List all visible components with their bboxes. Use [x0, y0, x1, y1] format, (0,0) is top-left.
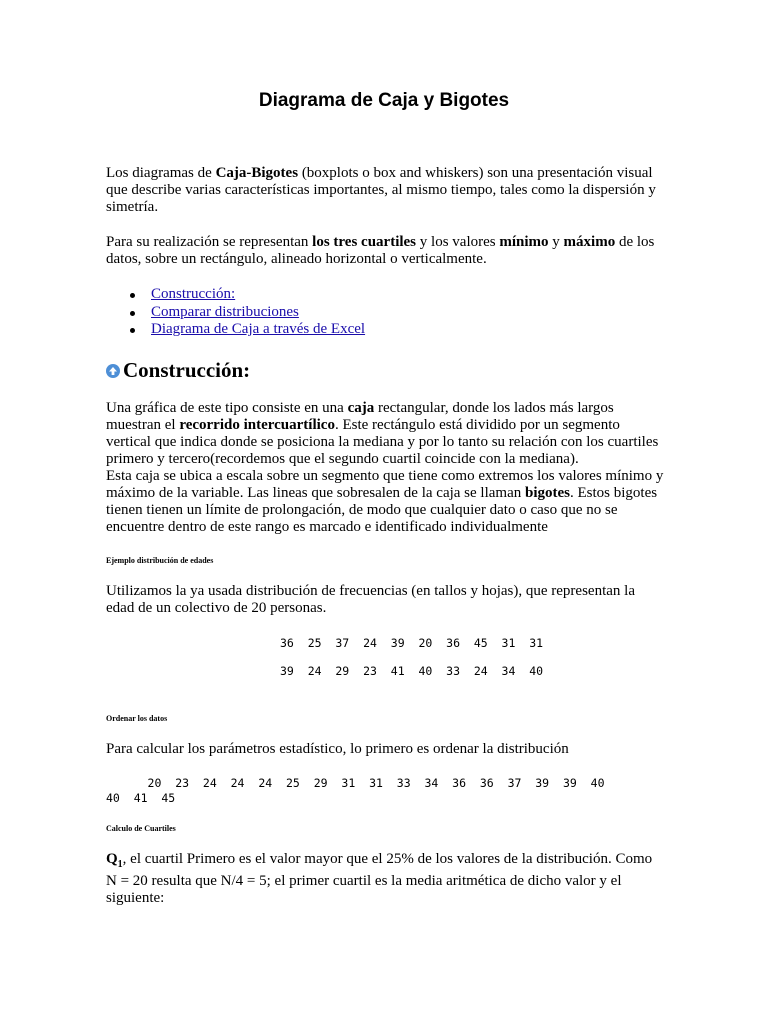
toc-link-construccion[interactable]: Construcción: [151, 286, 236, 302]
intro-text: (boxplots o box and whiskers) son una presentación visual que describe varias características importantes, al mismo tiempo, tales como la dispersión y simetría. [106, 165, 656, 215]
section-heading-construccion [106, 357, 250, 383]
bold-term: caja [347, 400, 375, 416]
subheading-ordenar: Ordenar los datos [106, 714, 168, 723]
body-text: . Este rectángulo está dividido por un segmento vertical que indica donde se posiciona la mediana y por lo tanto su relación con los cuartiles primero y tercero(recordemos que el segundo cuartil coincide con la mediana). [106, 417, 659, 467]
intro-text: Los diagramas de [106, 165, 216, 181]
page-title: Diagrama de Caja y Bigotes [258, 90, 510, 111]
intro-text: y los valores [416, 234, 500, 250]
q1-symbol: Q [106, 851, 118, 867]
subheading-cuartiles: Calculo de Cuartiles [106, 824, 176, 833]
q1-subscript: 1 [117, 859, 123, 870]
sorted-row-2: 40 41 45 [106, 791, 176, 805]
toc-item-excel [130, 321, 365, 339]
intro-text: Para su realización se representan [106, 234, 313, 250]
intro-bold-term: Caja-Bigotes [215, 165, 299, 181]
q1-paragraph [106, 851, 666, 907]
ordenar-paragraph: Para calcular los parámetros estadístico, lo primero es ordenar la distribución [106, 741, 569, 757]
toc-link-excel[interactable]: Diagrama de Caja a través de Excel [151, 321, 366, 337]
bold-term: recorrido intercuartílico [179, 417, 335, 433]
table-of-contents [130, 286, 365, 339]
toc-link-comparar[interactable]: Comparar distribuciones [151, 303, 299, 320]
construccion-paragraph [106, 400, 666, 536]
body-text: Una gráfica de este tipo consiste en una [106, 400, 348, 416]
data-row-1: 36 25 37 24 39 20 36 45 31 31 [280, 636, 544, 650]
q1-text: , el cuartil Primero es el valor mayor que el 25% de los valores de la distribución. Como N = 20 resulta que N/4 = 5; el primer cuartil es la media aritmética de dicho valor y el siguiente: [106, 851, 653, 906]
section-heading-text: Construcción: [123, 358, 251, 382]
bold-term: bigotes [525, 485, 570, 501]
arrow-up-icon[interactable] [106, 364, 120, 378]
intro-text: de los datos, sobre un rectángulo, alineado horizontal o verticalmente. [106, 234, 655, 267]
ejemplo-paragraph: Utilizamos la ya usada distribución de frecuencias (en tallos y hojas), que representan la edad de un colectivo de 20 personas. [106, 583, 635, 616]
intro-text: y [548, 234, 564, 250]
toc-item-comparar [130, 304, 365, 322]
intro-bold-term: los tres cuartiles [312, 234, 417, 250]
toc-item-construccion [130, 286, 365, 304]
body-text: . Estos bigotes tienen tienen un límite de prolongación, de modo que cualquier dato o caso que no se encuentre dentro de este rango es marcado e identificado individualmente [106, 485, 658, 535]
intro-bold-term: mínimo [499, 234, 549, 250]
intro-bold-term: máximo [563, 234, 616, 250]
subheading-ejemplo: Ejemplo distribución de edades [106, 556, 214, 565]
body-text: Esta caja se ubica a escala sobre un segmento que tiene como extremos los valores mínimo y máximo de la variable. Las lineas que sobresalen de la caja se llaman [106, 468, 664, 501]
intro-paragraph-1 [106, 165, 666, 216]
data-row-2: 39 24 29 23 41 40 33 24 34 40 [280, 664, 544, 678]
body-text: rectangular, donde los lados más largos muestran el [106, 400, 614, 433]
sorted-row-1: 20 23 24 24 24 25 29 31 31 33 34 36 36 37 39 39 40 [106, 776, 605, 790]
intro-paragraph-2 [106, 234, 666, 268]
